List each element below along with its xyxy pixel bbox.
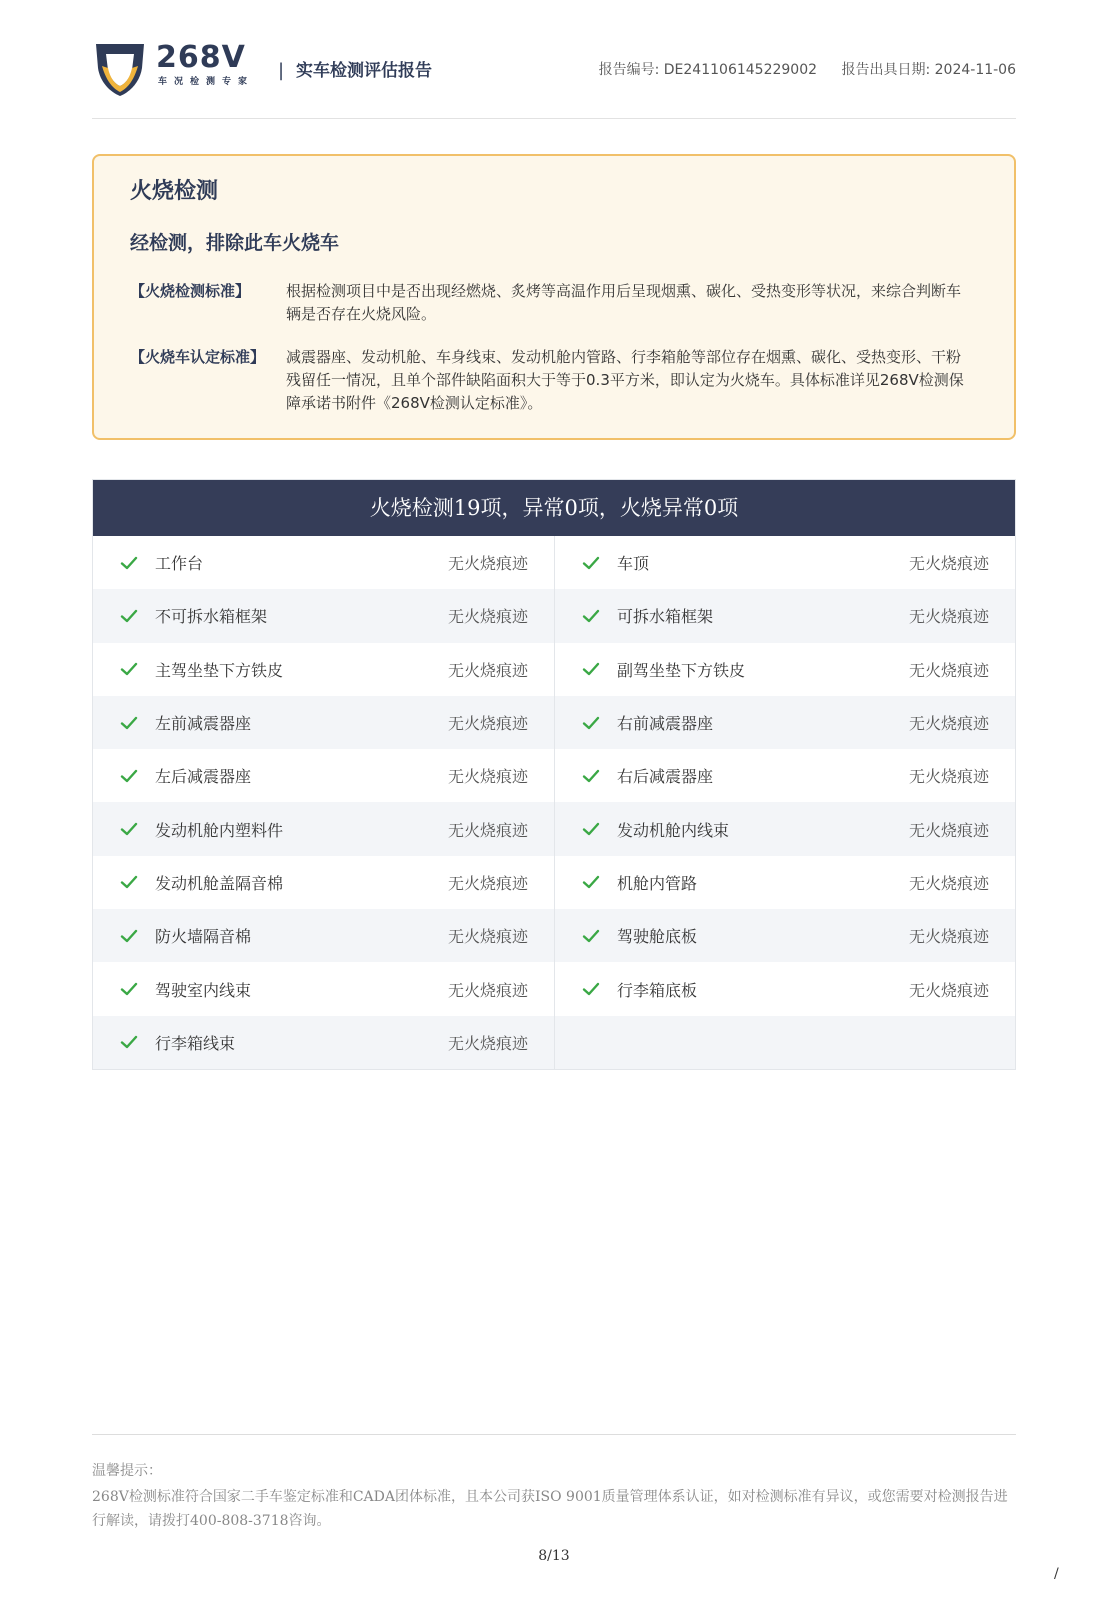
check-icon xyxy=(119,659,139,679)
page-mark: / xyxy=(1054,1566,1059,1582)
tips-title: 温馨提示： xyxy=(92,1463,162,1479)
check-icon xyxy=(119,926,139,946)
result-item-status: 无火烧痕迹 xyxy=(908,767,989,787)
result-item-status: 无火烧痕迹 xyxy=(908,554,989,574)
result-item-status: 无火烧痕迹 xyxy=(447,554,528,574)
result-row xyxy=(93,962,554,1015)
results-column-right xyxy=(554,536,1015,1069)
logo-subtitle: 车况检测专家 xyxy=(158,77,255,87)
result-item-name: 可拆水箱框架 xyxy=(617,607,714,627)
check-icon xyxy=(119,713,139,733)
result-item-status: 无火烧痕迹 xyxy=(447,820,528,840)
check-icon xyxy=(119,1032,139,1052)
result-item-name: 驾驶舱底板 xyxy=(617,927,698,947)
result-item-name: 右后减震器座 xyxy=(617,767,714,787)
result-item-name: 左后减震器座 xyxy=(155,767,252,787)
check-icon xyxy=(119,766,139,786)
empty-row xyxy=(555,1016,1015,1069)
result-item-status: 无火烧痕迹 xyxy=(447,660,528,680)
result-row xyxy=(93,536,554,589)
fire-detection-card xyxy=(92,154,1016,440)
result-item-name: 机舱内管路 xyxy=(617,873,698,893)
header-separator: | xyxy=(278,60,285,81)
page-number: 8/13 xyxy=(538,1548,570,1564)
result-item-status: 无火烧痕迹 xyxy=(908,820,989,840)
result-item-name: 防火墙隔音棉 xyxy=(155,927,252,947)
result-item-name: 发动机舱盖隔音棉 xyxy=(155,873,284,893)
result-item-name: 工作台 xyxy=(155,554,204,574)
result-item-name: 发动机舱内塑料件 xyxy=(155,820,284,840)
result-item-name: 右前减震器座 xyxy=(617,714,714,734)
result-item-status: 无火烧痕迹 xyxy=(908,927,989,947)
result-item-status: 无火烧痕迹 xyxy=(908,660,989,680)
result-item-name: 车顶 xyxy=(617,554,650,574)
result-item-status: 无火烧痕迹 xyxy=(447,714,528,734)
result-item-status: 无火烧痕迹 xyxy=(447,607,528,627)
check-icon xyxy=(119,979,139,999)
fire-results-table xyxy=(92,479,1016,1070)
result-item-name: 发动机舱内线束 xyxy=(617,820,730,840)
report-date: 报告出具日期: 2024-11-06 xyxy=(841,62,1016,78)
check-icon xyxy=(581,766,601,786)
results-summary: 火烧检测19项，异常0项，火烧异常0项 xyxy=(93,480,1015,536)
check-icon xyxy=(119,553,139,573)
result-item-status: 无火烧痕迹 xyxy=(447,873,528,893)
result-item-name: 左前减震器座 xyxy=(155,714,252,734)
tips-body: 268V检测标准符合国家二手车鉴定标准和CADA团体标准，且本公司获ISO 9001质量管理体系认证，如对检测标准有异议，或您需要对检测报告进行解读，请拨打400-808-3718咨询。 xyxy=(92,1489,1008,1529)
report-meta xyxy=(599,59,1016,79)
result-item-status: 无火烧痕迹 xyxy=(908,607,989,627)
result-row xyxy=(93,589,554,642)
check-icon xyxy=(581,606,601,626)
result-item-status: 无火烧痕迹 xyxy=(447,980,528,1000)
fire-card-conclusion: 经检测，排除此车火烧车 xyxy=(130,232,340,254)
result-row xyxy=(93,749,554,802)
result-row xyxy=(93,909,554,962)
result-item-name: 行李箱线束 xyxy=(155,1033,236,1053)
criterion-label: 【火烧车认定标准】 xyxy=(130,348,266,366)
result-row xyxy=(93,856,554,909)
fire-detection-criterion xyxy=(130,280,970,326)
result-row xyxy=(93,1016,554,1069)
check-icon xyxy=(119,819,139,839)
result-item-name: 驾驶室内线束 xyxy=(155,980,252,1000)
result-row xyxy=(93,802,554,855)
result-row xyxy=(555,696,1015,749)
check-icon xyxy=(581,926,601,946)
result-item-name: 副驾坐垫下方铁皮 xyxy=(617,660,746,680)
result-item-status: 无火烧痕迹 xyxy=(447,1033,528,1053)
result-item-status: 无火烧痕迹 xyxy=(908,714,989,734)
footer-divider xyxy=(92,1434,1016,1435)
result-row xyxy=(555,643,1015,696)
check-icon xyxy=(581,979,601,999)
result-row xyxy=(93,643,554,696)
criterion-label: 【火烧检测标准】 xyxy=(130,282,251,300)
fire-vehicle-criterion xyxy=(130,346,970,415)
check-icon xyxy=(581,659,601,679)
result-item-status: 无火烧痕迹 xyxy=(447,767,528,787)
report-header xyxy=(92,36,1016,100)
check-icon xyxy=(581,872,601,892)
results-body xyxy=(93,536,1015,1069)
report-title: 实车检测评估报告 xyxy=(296,61,432,81)
result-item-status: 无火烧痕迹 xyxy=(447,927,528,947)
result-row xyxy=(93,696,554,749)
check-icon xyxy=(581,819,601,839)
logo-text: 268V xyxy=(156,40,246,75)
header-divider xyxy=(92,118,1016,119)
check-icon xyxy=(581,713,601,733)
result-row xyxy=(555,749,1015,802)
result-row xyxy=(555,962,1015,1015)
results-column-left xyxy=(93,536,554,1069)
criterion-text: 减震器座、发动机舱、车身线束、发动机舱内管路、行李箱舱等部位存在烟熏、碳化、受热变形、干粉残留任一情况，且单个部件缺陷面积大于等于0.3平方米，即认定为火烧车。具体标准详见268V检测保障承诺书附件《268V检测认定标准》。 xyxy=(286,348,964,412)
check-icon xyxy=(581,553,601,573)
result-item-status: 无火烧痕迹 xyxy=(908,873,989,893)
check-icon xyxy=(119,606,139,626)
report-number: 报告编号: DE241106145229002 xyxy=(598,62,818,78)
check-icon xyxy=(119,872,139,892)
fire-card-title: 火烧检测 xyxy=(130,179,219,204)
result-row xyxy=(555,802,1015,855)
result-row xyxy=(555,856,1015,909)
criterion-text: 根据检测项目中是否出现经燃烧、炙烤等高温作用后呈现烟熏、碳化、受热变形等状况，来综合判断车辆是否存在火烧风险。 xyxy=(286,282,962,323)
result-item-status: 无火烧痕迹 xyxy=(908,980,989,1000)
result-row xyxy=(555,536,1015,589)
result-row xyxy=(555,589,1015,642)
result-item-name: 不可拆水箱框架 xyxy=(155,607,268,627)
result-row xyxy=(555,909,1015,962)
result-item-name: 主驾坐垫下方铁皮 xyxy=(155,660,284,680)
result-item-name: 行李箱底板 xyxy=(617,980,698,1000)
shield-logo-icon xyxy=(92,38,148,98)
